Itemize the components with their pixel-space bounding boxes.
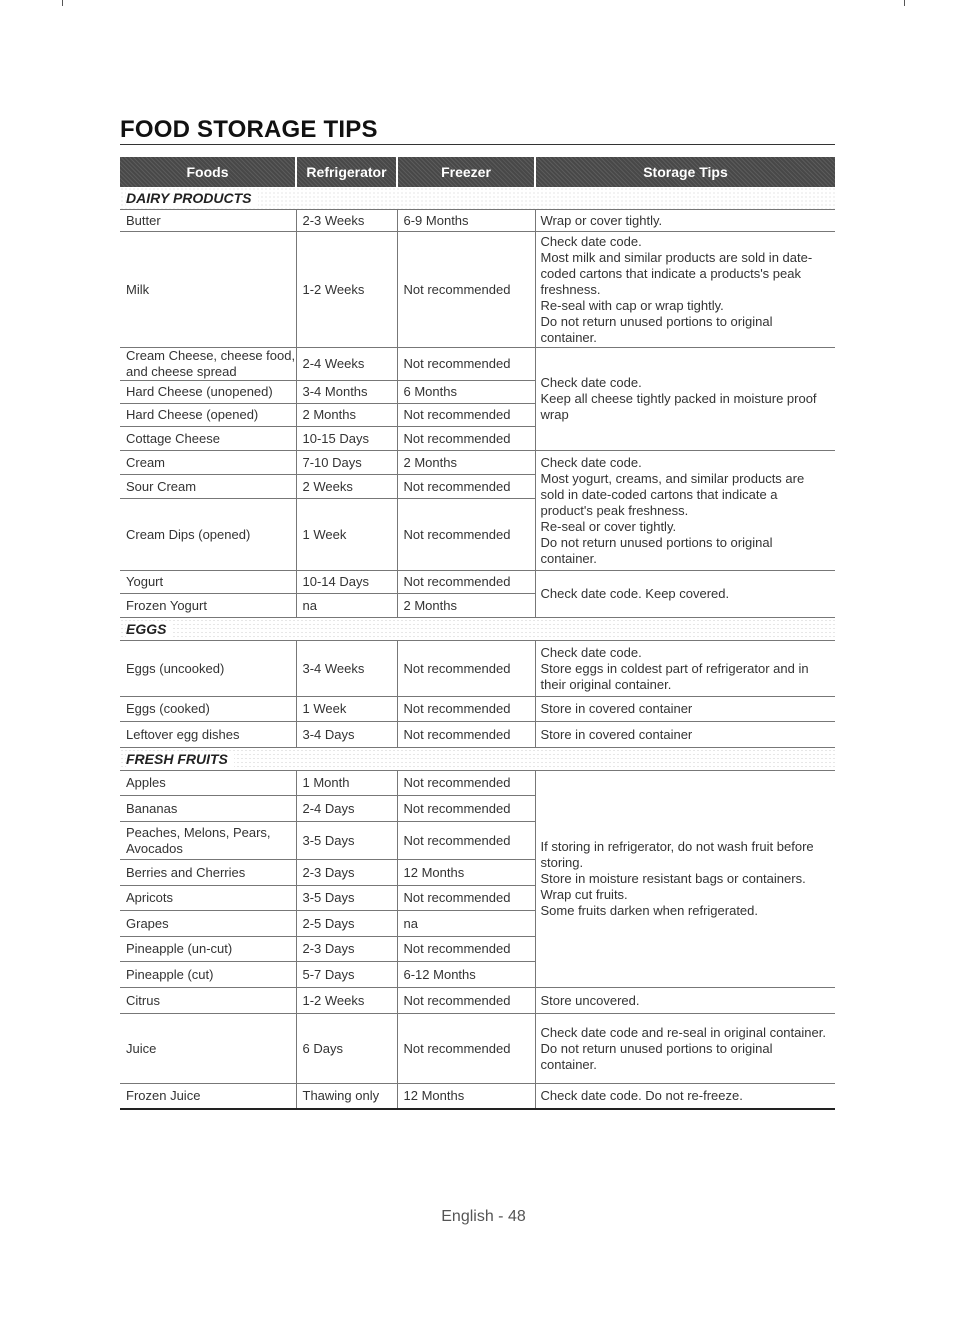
freezer-cell: Not recommended — [397, 1014, 535, 1084]
food-name-cell: Cottage Cheese — [120, 427, 296, 451]
storage-tips-cell: Check date code. Keep covered. — [535, 571, 835, 618]
refrigerator-cell: 1 Week — [296, 697, 397, 722]
refrigerator-cell: 1 Month — [296, 771, 397, 796]
freezer-cell: Not recommended — [397, 722, 535, 748]
food-name-cell: Yogurt — [120, 571, 296, 594]
section-header-row — [120, 748, 835, 771]
refrigerator-cell: 3-5 Days — [296, 822, 397, 860]
storage-tips-cell: Check date code and re-seal in original container. Do not return unused portions to original container. — [535, 1014, 835, 1084]
refrigerator-cell: 3-4 Months — [296, 381, 397, 404]
refrigerator-cell: 7-10 Days — [296, 451, 397, 475]
refrigerator-cell: 1-2 Weeks — [296, 232, 397, 348]
food-name-cell: Milk — [120, 232, 296, 348]
freezer-cell: Not recommended — [397, 499, 535, 571]
food-name-cell: Hard Cheese (opened) — [120, 404, 296, 427]
food-name-cell: Frozen Yogurt — [120, 594, 296, 618]
food-name-cell: Peaches, Melons, Pears, Avocados — [120, 822, 296, 860]
section-title-cell — [120, 618, 835, 641]
food-name-cell: Apples — [120, 771, 296, 796]
refrigerator-cell: 3-4 Days — [296, 722, 397, 748]
freezer-cell: 6-9 Months — [397, 210, 535, 232]
freezer-cell: Not recommended — [397, 697, 535, 722]
food-name-cell: Bananas — [120, 796, 296, 822]
refrigerator-cell: 2-5 Days — [296, 911, 397, 937]
refrigerator-cell: na — [296, 594, 397, 618]
freezer-cell: Not recommended — [397, 886, 535, 911]
food-name-cell: Cream Cheese, cheese food, and cheese spread — [120, 348, 296, 381]
freezer-cell: na — [397, 911, 535, 937]
refrigerator-cell: 2-3 Weeks — [296, 210, 397, 232]
refrigerator-cell: 2 Weeks — [296, 475, 397, 499]
refrigerator-cell: 2-4 Days — [296, 796, 397, 822]
storage-tips-cell: Store in covered container — [535, 722, 835, 748]
header-freezer: Freezer — [397, 157, 535, 187]
refrigerator-cell: 3-4 Weeks — [296, 641, 397, 697]
freezer-cell: 6-12 Months — [397, 962, 535, 988]
refrigerator-cell: 1 Week — [296, 499, 397, 571]
freezer-cell: Not recommended — [397, 404, 535, 427]
storage-tips-cell: Check date code. Most yogurt, creams, and similar products are sold in date-coded cartons that indicate a product's peak freshness. Re-seal or cover tightly. Do not return unused portions to original container. — [535, 451, 835, 571]
section-title: DAIRY PRODUCTS — [126, 190, 258, 206]
food-name-cell: Citrus — [120, 988, 296, 1014]
section-header-row — [120, 187, 835, 210]
storage-tips-cell: Check date code. Most milk and similar products are sold in date-coded cartons that indicate a products's peak freshness. Re-seal with cap or wrap tightly. Do not return unused portions to original container. — [535, 232, 835, 348]
section-title-cell — [120, 748, 835, 771]
header-foods: Foods — [120, 157, 296, 187]
food-name-cell: Hard Cheese (unopened) — [120, 381, 296, 404]
crop-mark — [904, 0, 905, 6]
section-header-row — [120, 618, 835, 641]
freezer-cell: Not recommended — [397, 475, 535, 499]
freezer-cell: Not recommended — [397, 641, 535, 697]
table-row — [120, 348, 835, 381]
food-name-cell: Juice — [120, 1014, 296, 1084]
header-refrigerator: Refrigerator — [296, 157, 397, 187]
food-name-cell: Sour Cream — [120, 475, 296, 499]
food-name-cell: Butter — [120, 210, 296, 232]
food-name-cell: Cream Dips (opened) — [120, 499, 296, 571]
table-row — [120, 571, 835, 594]
table-row — [120, 722, 835, 748]
storage-tips-cell: If storing in refrigerator, do not wash fruit before storing. Store in moisture resistant bags or containers. Wrap cut fruits. Some fruits darken when refrigerated. — [535, 771, 835, 988]
food-name-cell: Frozen Juice — [120, 1084, 296, 1109]
freezer-cell: Not recommended — [397, 822, 535, 860]
freezer-cell: Not recommended — [397, 427, 535, 451]
storage-tips-cell: Store in covered container — [535, 697, 835, 722]
table-row — [120, 1014, 835, 1084]
refrigerator-cell: 3-5 Days — [296, 886, 397, 911]
crop-mark — [62, 0, 63, 6]
table-row — [120, 988, 835, 1014]
page-footer: English - 48 — [441, 1208, 526, 1225]
food-storage-table — [120, 157, 835, 1110]
food-name-cell: Eggs (uncooked) — [120, 641, 296, 697]
food-name-cell: Eggs (cooked) — [120, 697, 296, 722]
section-title-cell — [120, 187, 835, 210]
table-row — [120, 771, 835, 796]
refrigerator-cell: 2-3 Days — [296, 860, 397, 886]
freezer-cell: 6 Months — [397, 381, 535, 404]
storage-tips-cell: Store uncovered. — [535, 988, 835, 1014]
freezer-cell: 12 Months — [397, 1084, 535, 1109]
table-header-row — [120, 157, 835, 187]
refrigerator-cell: 2-4 Weeks — [296, 348, 397, 381]
table-row — [120, 1084, 835, 1109]
table-row — [120, 697, 835, 722]
food-name-cell: Cream — [120, 451, 296, 475]
refrigerator-cell: 2-3 Days — [296, 937, 397, 962]
refrigerator-cell: Thawing only — [296, 1084, 397, 1109]
food-name-cell: Grapes — [120, 911, 296, 937]
freezer-cell: Not recommended — [397, 988, 535, 1014]
freezer-cell: Not recommended — [397, 232, 535, 348]
refrigerator-cell: 1-2 Weeks — [296, 988, 397, 1014]
freezer-cell: Not recommended — [397, 348, 535, 381]
food-name-cell: Pineapple (cut) — [120, 962, 296, 988]
freezer-cell: Not recommended — [397, 796, 535, 822]
section-title: FRESH FRUITS — [126, 751, 234, 767]
storage-tips-cell: Check date code. Keep all cheese tightly packed in moisture proof wrap — [535, 348, 835, 451]
page-title: FOOD STORAGE TIPS — [120, 116, 378, 143]
food-name-cell: Leftover egg dishes — [120, 722, 296, 748]
table-row — [120, 641, 835, 697]
storage-tips-cell: Wrap or cover tightly. — [535, 210, 835, 232]
section-title: EGGS — [126, 621, 172, 637]
table-row — [120, 451, 835, 475]
freezer-cell: 2 Months — [397, 451, 535, 475]
table-body — [120, 187, 835, 1109]
refrigerator-cell: 2 Months — [296, 404, 397, 427]
food-name-cell: Apricots — [120, 886, 296, 911]
freezer-cell: 12 Months — [397, 860, 535, 886]
table-row — [120, 210, 835, 232]
table-row — [120, 232, 835, 348]
storage-tips-cell: Check date code. Store eggs in coldest part of refrigerator and in their original container. — [535, 641, 835, 697]
food-name-cell: Berries and Cherries — [120, 860, 296, 886]
title-rule — [120, 144, 835, 145]
refrigerator-cell: 5-7 Days — [296, 962, 397, 988]
storage-tips-cell: Check date code. Do not re-freeze. — [535, 1084, 835, 1109]
header-storage-tips: Storage Tips — [535, 157, 835, 187]
freezer-cell: Not recommended — [397, 937, 535, 962]
refrigerator-cell: 6 Days — [296, 1014, 397, 1084]
refrigerator-cell: 10-15 Days — [296, 427, 397, 451]
freezer-cell: Not recommended — [397, 771, 535, 796]
food-name-cell: Pineapple (un-cut) — [120, 937, 296, 962]
freezer-cell: Not recommended — [397, 571, 535, 594]
refrigerator-cell: 10-14 Days — [296, 571, 397, 594]
freezer-cell: 2 Months — [397, 594, 535, 618]
